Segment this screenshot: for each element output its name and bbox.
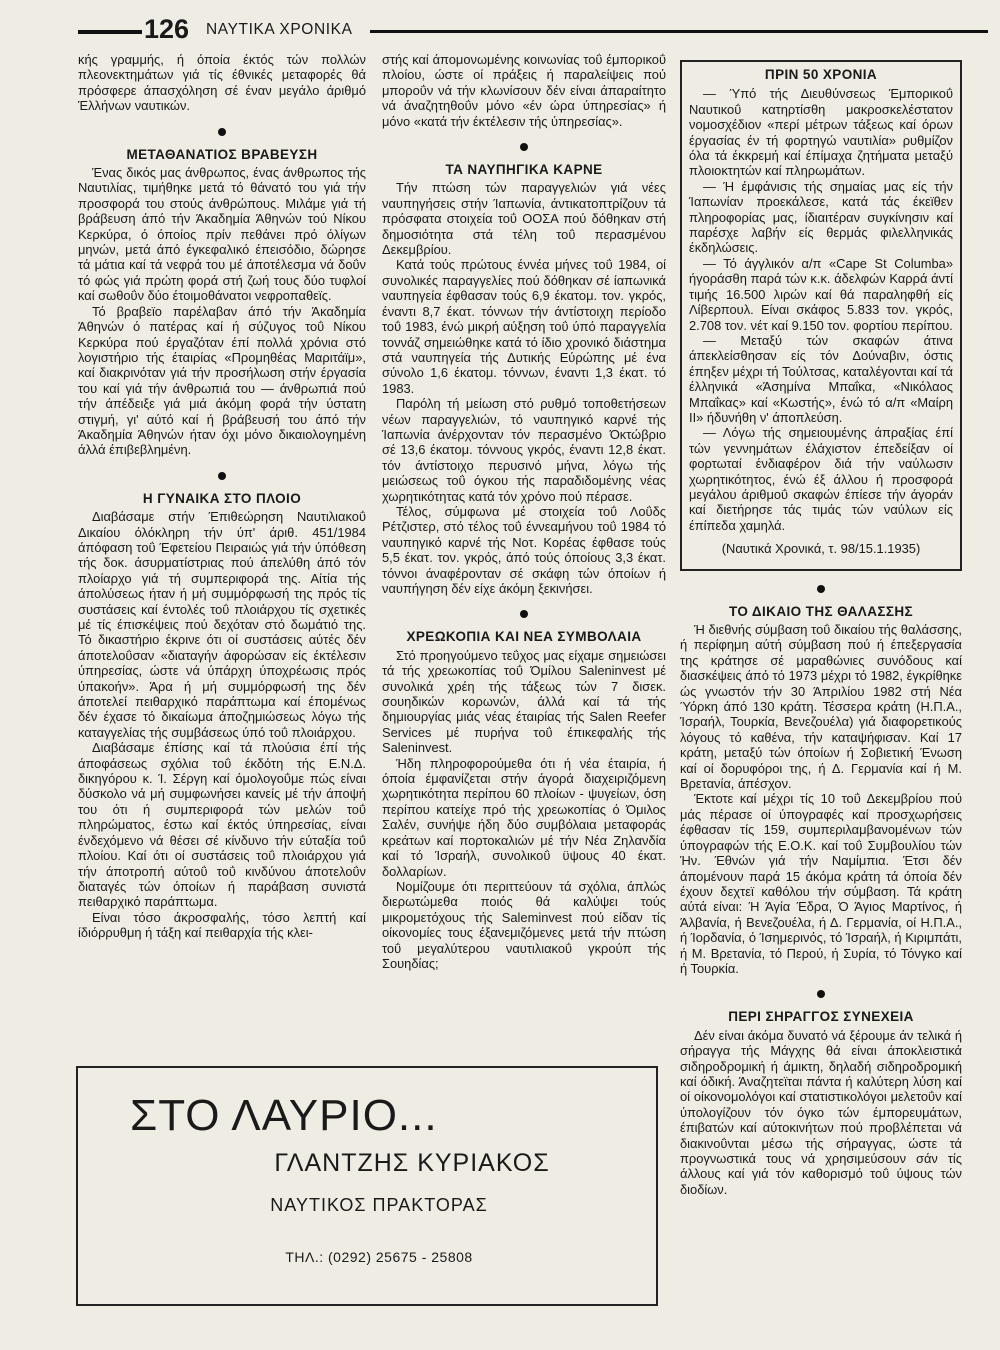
ad-headline: ΣΤΟ ΛΑΥΡΙΟ...	[130, 1091, 438, 1140]
column-2	[382, 52, 666, 971]
page-number: 126	[144, 14, 190, 44]
paragraph: Τήν πτώση τών παραγγελιών γιά νέες ναυπηγήσεις στήν Ίαπωνία, άντικατοπτρίζουν τά πρόσφατα στοιχεία τοΰ ΟΟΣΑ πού δόθηκαν στή δημοσιότητα στά τέλη τοΰ περασμένου Δεκεμβρίου.	[382, 180, 666, 258]
paragraph: — Ύπό τής Διευθύνσεως Έμπορικοΰ Ναυτικοΰ κατηρτίσθη μακροσκελέστατον νομοσχέδιον «περί μέτρων τάξεως καί όρων έργασίας έν τή φορτηγώ ναυτιλία» ρυθμίζον όλα τά έκκρεμή καί έπίμαχα ζητήματα μεταξύ πλοιοκτητών καί πληρωμάτων.	[689, 86, 953, 179]
article-continuation: στής καί άπομονωμένης κοινωνίας τοΰ έμπορικοΰ πλοίου, ώστε οί πράξεις ή παραλείψεις πού μπορoΰν νά τήν κλωνίσουν δέν είναι άπαραίτητο νά άναζητηθοΰν μόνο «έν ώρα ύπηρεσίας» ή μόνο «κατά τήν έκτέλεσιν τής ύπηρεσίας».	[382, 52, 666, 129]
section-bullet	[817, 585, 825, 593]
paragraph: Έκτοτε καί μέχρι τίς 10 τοΰ Δεκεμβρίου πού μάς πέρασε οί ύπογραφές καί προσχωρήσεις έφθασαν τίς 159, συμπεριλαμβανομένων τών ύπογραφών τής Ε.Ο.Κ. καί τοΰ Συμβουλίου τών Ήν. Έθνών γιά τήν Ναμίμπια. Έτσι δέν άπομένουν παρά 15 άκόμα κράτη τά όποία δέν έχουν δεχτεϊ καθόλου τήν σύμβαση. Τά κράτη αύτά είναι: Ή Άγία Έδρα, Ό Άγιος Μαρτίνος, ή Άλβανία, ή Βενεζουέλα, ή Δ. Γερμανία, οί Η.Π.Α., ή Ίορδανία, ό Ίσημερινός, τό Ίσραήλ, ή Κιριμπάτι, ή Μ. Βρετανία, τό Περού, ή Συρία, τό Τόνγκο καί ή Τουρκία.	[680, 791, 962, 976]
paragraph: Δέν είναι άκόμα δυνατό νά ξέρουμε άν τελικά ή σήραγγα τής Μάγχης θά είναι άποκλειστικά σιδηροδρομική ή άμικτη, δηλαδή σιδηροδρομική καί όδική. Άναζητεϊται πάντα ή καλύτερη λύση καί οί οίκονομολόγοι καί στατιστικολόγοι μελετοΰν καί ύπολογίζουν τόν όγκο τών έμπορευμάτων, έπιβατών καί αύτοκινήτων πού προβλέπεται νά διακινοΰνται μέσω τής σήραγγας, ώστε τά προγνωστικά τους νά χρησιμεύσουν σάν τίς άλλους καί γιά τόν καθορισμό τοΰ ύψους τών διοδίων.	[680, 1027, 962, 1197]
header-rule-left	[78, 30, 142, 34]
heading-bankruptcy-contracts: ΧΡΕΩΚΟΠΙΑ ΚΑΙ ΝΕΑ ΣΥΜΒΟΛΑΙΑ	[406, 629, 642, 645]
advertisement-box	[76, 1066, 658, 1306]
ad-phone: ΤΗΛ.: (0292) 25675 - 25808	[285, 1249, 473, 1265]
paragraph: Ή διεθνής σύμβαση τοΰ δικαίου τής θαλάσσης, ή περίφημη αύτή σύμβαση πού ή έπεξεργασία της κράτησε σέ μαραθώνιες συνόδους καί διασκέψεις άπό τό 1973 μέχρι τό 1982, έγκρίθηκε ώς γνωστόν τήν 30 Άπριλίου 1982 στή Νέα Ύόρκη άπό 130 κράτη. Τέσσερα κράτη (Η.Π.Α., Ίσραήλ, Τουρκία, Βενεζουέλα) γιά διαφορετικούς λόγους τό καθένα, τήν καταψήφισαν. Καί 17 κράτη, μεταξύ τών όποίων ή Σοβιετική Ένωση καί οί δορυφόροι της, ή Δ. Γερμανία καί ή Μ. Βρετανία, άπέσχον.	[680, 622, 962, 792]
heading-shipbuilding-orderbook: ΤΑ ΝΑΥΠΗΓΙΚΑ ΚΑΡΝΕ	[445, 162, 603, 178]
paragraph: Τέλος, σύμφωνα μέ στοιχεία τοΰ Λοΰδς Ρέτζιστερ, στό τέλος τοΰ έννεαμήνου τοΰ 1984 τό ναυπηγικό καρνέ τής Νοτ. Κορέας έφθασε τούς 5,5 έκατ. τον. γκρός, άπό τούς όποίους 3,3 έκατ. τόννοι άναφέρονταν σέ σκάφη τών όποίων ή ναυπήγηση δέν είχε άκόμη ξεκινήσει.	[382, 503, 666, 596]
heading-woman-on-ship: Η ΓΥΝΑΙΚΑ ΣΤΟ ΠΛΟΙΟ	[142, 490, 302, 506]
paragraph: — Μεταξύ τών σκαφών άτινα άπεκλείσθησαν είς τόν Δούναβιν, όστις έπηξεν μέχρι τή Τούλτσας, καταλέγονται καί τά έλληνικά «Άσημίνα Μπαΐκα, «Νικόλαος Μπαΐκας» καί «Κωστής», ένώ τό α/π «Μαίρη ΙΙ» ήδυνήθη ν' άποπλεύση.	[689, 332, 953, 425]
section-bullet	[520, 610, 528, 618]
paragraph: Ήδη πληροφορούμεθα ότι ή νέα έταιρία, ή όποία έμφανίζεται στήν άγορά διαχειριζόμενη χωρητικότητα περίπου 60 πλοίων - ψυγείων, όση περίπου κατείχε πρό τής χρεωκοπίας ό Όμιλος Σαλέν, συνήψε ήδη δύο συμβόλαια μεταφοράς κρεάτων καί πορτοκαλιών μέ τήν Νέα Ζηλανδία καί τό Ίσραήλ, συνολικοΰ ϋψους 40 έκατ. δολλαρίων.	[382, 755, 666, 879]
paragraph: Ένας δικός μας άνθρωπος, ένας άνθρωπος τής Ναυτιλίας, τιμήθηκε μετά τό θάνατό του γιά τήν προσφορά του στούς άνθρώπους. Μιλάμε γιά τή βράβευση άπό τήν Άκαδημία Άθηνών τού Νίκου Κερκύρα, ό όποίος πρίν πεθάνει πρό όλίγων μηνών, μετά άπό έγκεφαλικό έπεισόδιο, δώρησε τά μάτια καί τά νεφρά του μέ άποτέλεσμα νά δοΰν τό φώς γιά πρώτη φορά στή ζωή τους δύο τυφλοί καί σωθοΰν δύο έτοιμοθάνατοι νεφροπαθεϊς.	[78, 165, 366, 304]
section-bullet	[218, 472, 226, 480]
section-bullet	[218, 128, 226, 136]
ad-business-type: ΝΑΥΤΙΚΟΣ ΠΡΑΚΤΟΡΑΣ	[270, 1195, 488, 1215]
heading-law-of-the-sea: ΤΟ ΔΙΚΑΙΟ ΤΗΣ ΘΑΛΑΣΣΗΣ	[728, 603, 914, 619]
paragraph: — Ή έμφάνισις τής σημαίας μας είς τήν Ίαπωνίαν προεκάλεσε, κατά τάς έκεϊθεν πληροφορίας μας, ίδιαιτέραν συγκίνησιν καί παρέσχε λαβήν είς θερμάς φιλελληνικάς έκδηλώσεις.	[689, 178, 953, 256]
paragraph: Κατά τούς πρώτους έννέα μήνες τοΰ 1984, οί συνολικές παραγγελίες πού δόθηκαν σέ ίαπωνικά ναυπηγεία έφθασαν τούς 6,9 έκατομ. τον. γκρός, έναντι 8,7 έκατ. τόννων τήν άντίστοιχη περίοδο τοΰ 1983, ένώ μικρή αύξηση τοΰ ύπό παραγγελία τοννάζ σημειώθηκε κατά τό ίδιο χρονικό διάστημα στά ναυπηγεία τής Δυτικής Εύρώπης μέ ένα σύνολο 1,6 έκατομ. τόννων, έναντι 1,3 έκατ. τό 1983.	[382, 257, 666, 396]
paragraph: Παρόλη τή μείωση στό ρυθμό τοποθετήσεων νέων παραγγελιών, τό ναυπηγικό καρνέ τής Ίαπωνία άνέρχονταν τόν περασμένο Όκτώβριο σέ 13,6 έκατομ. τόννους γκρός, έναντι 12,8 έκατ. τόν άντίστοιχο περυσινό μήνα, λόγω τής μειώσεως τοΰ όγκου τής παραδιδομένης νέας χωρητικότητας κατά τόν χρόνο πού πέρασε.	[382, 396, 666, 504]
paragraph: Διαβάσαμε στήν Έπιθεώρηση Ναυτιλιακοΰ Δικαίου όλόκληρη τήν ύπ' άριθ. 451/1984 άπόφαση τοΰ Έφετείου Πειραιώς γιά τήν ύπόθεση τής δοκ. άσυρματίστριας πού άπελύθη άπό τόν πλοίαρχο γιά τή συμπεριφορά της. Αίτία τής άπολύσεως ήταν ή μή συμμόρφωσή της πρός τίς συστάσεις καί έντολές τοΰ πλοιάρχου τίς σχετικές μέ τίς έπισκέψεις πού δεχόταν στό δωμάτιό της. Τό δικαστήριο έκρινε ότι οί συστάσεις αύτές δέν άποτελοΰσαν «διαταγήν άφορώσαν είς έκτέλεσιν ύπηρεσίας, ώστε νά ύπάρχη ύποχρέωσις πρός ύπακοήν». Άρα ή μή συμμόρφωσή της δέν άποτελεί πειθαρχικό παράπτωμα καί έπομένως δέν έχασε τό δικαίωμα άποζημιώσεως λόγω τής καταγγελίας τής συμβάσεως ύπό τοΰ πλοιάρχου.	[78, 509, 366, 740]
section-bullet	[817, 990, 825, 998]
paragraph: Τό βραβεϊο παρέλαβαν άπό τήν Άκαδημία Άθηνών ό πατέρας καί ή σύζυγος τοΰ Νίκου Κερκύρα πού έργαζόταν έπί πολλά χρόνια στό λογιστήριο τής έταιρίας «Προμηθέας Μαριτάϊμ», καί διακρινόταν γιά τήν προσήλωση στήν έργασία του καί γιά τήν άνθρωπιά του — άνθρωπιά πού τήν άπέδειξε γιά μιά άκόμη φορά τήν ύστατη στιγμή, γι' αύτό καί ή βράβευσή του άπό τήν Άκαδημία Άθηνών ήταν όχι μόνο δικαιολογημένη άλλά έπιβεβλημένη.	[78, 303, 366, 458]
column-1	[78, 52, 366, 941]
section-bullet	[520, 143, 528, 151]
column-3	[680, 60, 962, 1197]
paragraph: Είναι τόσο άκροσφαλής, τόσο λεπτή καί ίδιόρρυθμη ή τάξη καί πειθαρχία τής κλει-	[78, 909, 366, 941]
fifty-years-ago-box	[680, 60, 962, 571]
header-rule-right	[370, 30, 988, 33]
source-citation: (Ναυτικά Χρονικά, τ. 98/15.1.1935)	[721, 541, 921, 557]
paragraph: — Λόγω τής σημειουμένης άπραξίας έπί τών γεννημάτων έλάχιστον έπεδείξαν οί φορτωταί ένδιαφέρον διά τήν ναύλωσιν χωρητικότητος, ένώ έξ άλλου ή προσφορά μεγάλου άριθμοΰ σκαφών έπίεσε τήν άγοράν καί διετήρησε τάς τιμάς τών ναύλων είς έπίπεδα χαμηλά.	[689, 425, 953, 533]
article-continuation: κής γραμμής, ή όποία έκτός τών πολλών πλεονεκτημάτων γιά τίς έθνικές μεταφορές θά πρόσφερε άπασχόληση σέ έναν μεγάλο άριθμό Έλλήνων ναυτικών.	[78, 52, 366, 114]
ad-company-name: ΓΛΑΝΤΖΗΣ ΚΥΡΙΑΚΟΣ	[274, 1149, 550, 1177]
paragraph: — Τό άγγλικόν α/π «Cape St Columba» ήγοράσθη παρά τών κ.κ. άδελφών Καρρά άντί τιμής 16.500 λιρών καί θά παραληφθή είς Λίβερπουλ. Είναι σκάφος 5.833 τον. γκρός, 2.708 τον. νέτ καί 9.150 τον. φορτίου περίπου.	[689, 255, 953, 333]
paragraph: Διαβάσαμε έπίσης καί τά πλούσια έπί τής άποφάσεως σχόλια τοΰ έκδότη τής Ε.Ν.Δ. δικηγόρου κ. Ί. Σέργη καί όμολογοΰμε πώς είναι δύσκολο νά μή συμφωνήσει κανείς μέ τήν άποψή του ότι ή συμπεριφορά τών μελών τοΰ πληρώματος, έστω καί έκτός ύπηρεσίας, είναι ένδεχόμενο νά θέσει σέ κίνδυνο τήν εύταξία τοΰ πλοίου. Καί ότι οί συστάσεις τοΰ πλοιάρχου γιά τήν άποτροπή αύτοΰ τοΰ κινδύνου άποτελοΰν διαταγές τών όποίων ή παράβαση συνιστά πειθαρχικό παράπτωμα.	[78, 740, 366, 910]
heading-tunnel-continued: ΠΕΡΙ ΣΗΡΑΓΓΟΣ ΣΥΝΕΧΕΙΑ	[728, 1009, 914, 1025]
paragraph: Στό προηγούμενο τεΰχος μας είχαμε σημειώσει τά τής χρεωκοπίας τοΰ Όμίλου Saleninvest μέ συνολικά χρέη τής τάξεως τών 7 δισεκ. σουηδικών κορωνών, άλλά καί τά τής δημιουργίας μιάς νέας έταιρίας τής Salen Reefer Services μέ πυρήνα τοΰ έπικεφαλής τής Saleninvest.	[382, 647, 666, 756]
heading-fifty-years-ago: ΠΡΙΝ 50 ΧΡΟΝΙΑ	[764, 67, 878, 82]
magazine-title: ΝΑΥΤΙΚΑ ΧΡΟΝΙΚΑ	[200, 21, 359, 39]
heading-posthumous-award: ΜΕΤΑΘΑΝΑΤΙΟΣ ΒΡΑΒΕΥΣΗ	[126, 146, 318, 162]
paragraph: Νομίζουμε ότι περιττεύουν τά σχόλια, άπλώς διερωτώμεθα ποιός θά καλύψει τούς μικρομετόχους τής Saleminvest πού είδαν τίς οίκονομίες τους έξανεμιζόμενες μετά τήν πτώση τοΰ μεγαλύτερου ναυτιλιακοΰ γκρούπ τής Σουηδίας;	[382, 878, 666, 971]
